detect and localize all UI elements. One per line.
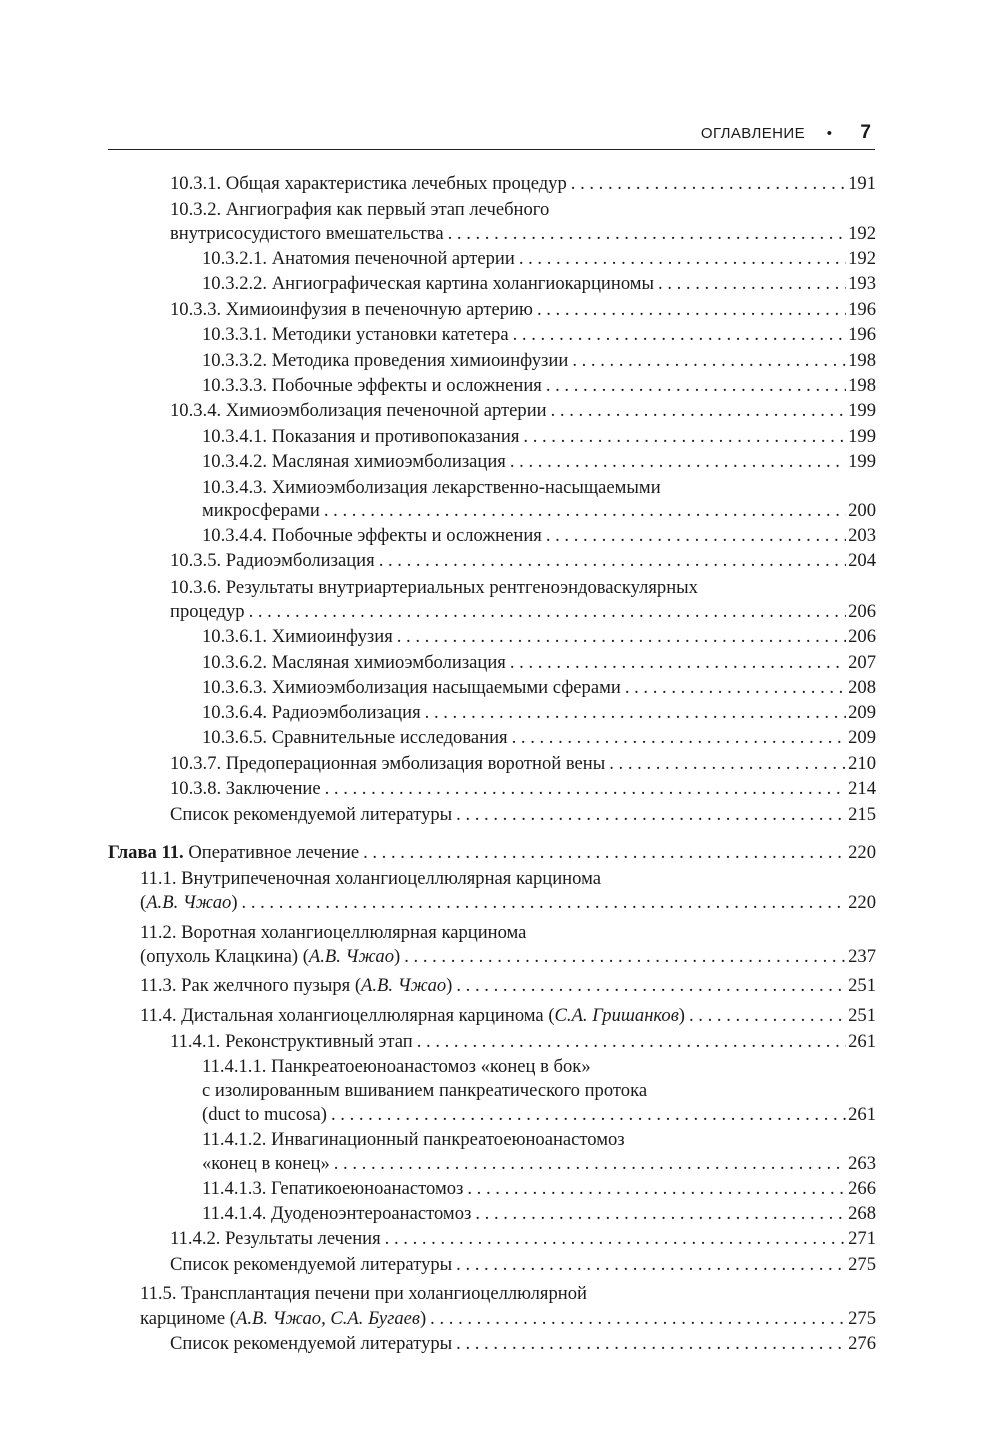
toc-entry-page: 261 — [848, 1104, 876, 1125]
toc-entry-title: 11.5. Трансплантация печени при холангиоцеллюлярной — [140, 1283, 587, 1304]
toc-entry-page: 208 — [848, 677, 876, 698]
toc-entry-page: 220 — [848, 892, 876, 913]
toc-entry-page: 275 — [848, 1254, 876, 1275]
toc-entry-page: 206 — [848, 626, 876, 647]
toc-entry-page: 220 — [848, 842, 876, 863]
toc-entry — [202, 498, 876, 523]
toc-leader — [421, 700, 846, 725]
toc-leader — [506, 650, 846, 675]
toc-entry-page: 276 — [848, 1333, 876, 1354]
toc-entry-title: 11.4.1.2. Инвагинационный панкреатоеюноанастомоз — [202, 1129, 625, 1150]
title-text: ( — [140, 892, 147, 913]
toc-leader — [452, 1252, 846, 1277]
toc-entry-page: 251 — [848, 975, 876, 996]
toc-entry-page: 275 — [848, 1308, 876, 1329]
toc-entry-title: 10.3.6. Результаты внутриартериальных рентгеноэндоваскулярных — [170, 577, 698, 598]
toc-leader — [621, 675, 846, 700]
toc-entry-title: 11.4.1.4. Дуоденоэнтероанастомоз — [202, 1203, 472, 1224]
toc-entry — [202, 1201, 876, 1226]
toc-entry-page: 207 — [848, 652, 876, 673]
toc-entry-page: 199 — [848, 400, 876, 421]
toc-entry-title: 10.3.4.2. Масляная химиоэмболизация — [202, 451, 506, 472]
toc-leader — [605, 751, 846, 776]
toc-entry-title: 10.3.6.2. Масляная химиоэмболизация — [202, 652, 506, 673]
toc-leader — [685, 1003, 846, 1028]
toc-entry — [170, 1331, 876, 1356]
toc-entry-title: 10.3.4.4. Побочные эффекты и осложнения — [202, 525, 542, 546]
toc-leader — [320, 498, 846, 523]
toc-leader — [238, 890, 847, 915]
toc-entry-title: микросферами — [202, 500, 320, 521]
toc-entry-title: 11.1. Внутрипеченочная холангиоцеллюлярная карцинома — [140, 868, 601, 889]
toc-leader — [506, 449, 846, 474]
toc-leader — [508, 725, 847, 750]
toc-entry-page: 200 — [848, 500, 876, 521]
toc-entry — [202, 675, 876, 700]
toc-leader — [452, 1331, 846, 1356]
title-text-end: ) — [419, 1308, 427, 1329]
title-text-end: ) — [394, 946, 401, 967]
toc-entry-page: 209 — [848, 702, 876, 723]
author: А.В. Чжао — [308, 946, 395, 967]
toc-entry — [170, 548, 876, 573]
toc-leader — [547, 398, 846, 423]
toc-leader — [393, 624, 846, 649]
toc-entry-title — [140, 1003, 685, 1028]
author: С.А. Гришанков — [554, 1005, 679, 1026]
toc-entry — [170, 575, 698, 600]
toc-entry-title — [140, 1306, 426, 1331]
toc-leader — [400, 944, 846, 969]
toc-entry — [202, 271, 876, 296]
toc-leader — [426, 1306, 846, 1331]
toc-leader — [463, 1176, 846, 1201]
toc-entry-page: 196 — [848, 324, 876, 345]
toc-entry-page: 251 — [848, 1005, 876, 1026]
toc-entry — [140, 944, 876, 969]
toc-entry-title: 10.3.3. Химиоинфузия в печеночную артерию — [170, 299, 533, 320]
toc-leader — [533, 297, 846, 322]
toc-entry-title: 11.4.1.1. Панкреатоеюноанастомоз «конец в бок» — [202, 1056, 591, 1077]
toc-entry-title: (duct to mucosa) — [202, 1104, 327, 1125]
toc-entry-page: 215 — [848, 804, 876, 825]
toc-entry — [170, 197, 549, 222]
toc-entry-page: 271 — [848, 1228, 876, 1249]
toc-entry-page: 191 — [848, 173, 876, 194]
toc-entry — [202, 424, 876, 449]
toc-entry-page: 206 — [848, 601, 876, 622]
toc-entry-page: 196 — [848, 299, 876, 320]
toc-entry-title: 10.3.6.5. Сравнительные исследования — [202, 727, 508, 748]
toc-entry — [170, 1252, 876, 1277]
toc-entry — [202, 1078, 647, 1103]
author: А.В. Чжао — [146, 892, 232, 913]
header-title: ОГЛАВЛЕНИЕ — [700, 125, 805, 142]
toc-entry-page: 263 — [848, 1153, 876, 1174]
toc-entry-title — [108, 840, 359, 865]
toc-leader — [471, 1201, 846, 1226]
toc-entry-page: 266 — [848, 1178, 876, 1199]
toc-entry — [202, 373, 876, 398]
toc-entry — [202, 246, 876, 271]
toc-leader — [542, 373, 846, 398]
toc-entry — [202, 1151, 876, 1176]
toc-entry-page: 193 — [848, 273, 876, 294]
toc-leader — [330, 1151, 846, 1176]
toc-leader — [452, 973, 846, 998]
toc-leader — [654, 271, 846, 296]
toc-entry — [170, 297, 876, 322]
toc-entry — [202, 650, 876, 675]
title-text: (опухоль Клацкина) ( — [140, 946, 309, 967]
toc-entry-page: 199 — [848, 426, 876, 447]
title-text: 11.3. Рак желчного пузыря ( — [140, 975, 362, 996]
toc-entry-title: Список рекомендуемой литературы — [170, 1333, 453, 1354]
toc-entry-title: 10.3.7. Предоперационная эмболизация воротной вены — [170, 753, 606, 774]
toc-leader — [567, 171, 846, 196]
toc-entry-page: 210 — [848, 753, 876, 774]
toc-entry — [202, 1054, 591, 1079]
toc-entry-title: 10.3.6.4. Радиоэмболизация — [202, 702, 421, 723]
toc-entry-page: 204 — [848, 550, 876, 571]
toc-entry — [202, 1127, 625, 1152]
toc-entry-title: 10.3.2. Ангиография как первый этап лечебного — [170, 199, 550, 220]
toc-entry-page: 192 — [848, 223, 876, 244]
toc-entry-title: 10.3.1. Общая характеристика лечебных процедур — [170, 173, 567, 194]
toc-entry — [202, 449, 876, 474]
toc-entry-title: 10.3.6.1. Химиоинфузия — [202, 626, 393, 647]
toc-entry-title: Список рекомендуемой литературы — [170, 804, 453, 825]
toc-leader — [381, 1226, 846, 1251]
toc-entry-title — [140, 944, 400, 969]
toc-entry — [170, 599, 876, 624]
toc-entry-page: 214 — [848, 778, 876, 799]
toc-entry — [170, 1029, 876, 1054]
toc-entry — [170, 802, 876, 827]
toc-entry-title: 10.3.6.3. Химиоэмболизация насыщаемыми сферами — [202, 677, 621, 698]
header-bullet: • — [826, 125, 832, 142]
toc-entry-title: 11.4.1.3. Гепатикоеюноанастомоз — [202, 1178, 464, 1199]
toc-entry — [140, 1306, 876, 1331]
toc-entry-title: 10.3.3.2. Методика проведения химиоинфузии — [202, 350, 569, 371]
toc-entry — [140, 920, 526, 945]
toc-entry-title: 10.3.4. Химиоэмболизация печеночной артерии — [170, 400, 547, 421]
toc-entry-title: 10.3.2.2. Ангиографическая картина холангиокарциномы — [202, 273, 655, 294]
page-number: 7 — [860, 122, 871, 143]
toc-entry-title — [140, 890, 238, 915]
toc-entry-page: 261 — [848, 1031, 876, 1052]
toc-entry-title: 10.3.4.1. Показания и противопоказания — [202, 426, 520, 447]
toc-entry — [170, 1226, 876, 1251]
toc-entry — [202, 1176, 876, 1201]
chapter-title: Оперативное лечение — [183, 842, 360, 863]
toc-entry-page: 237 — [848, 946, 876, 967]
toc-entry-page: 198 — [848, 350, 876, 371]
toc-entry — [202, 725, 876, 750]
toc-entry — [202, 700, 876, 725]
toc-leader — [519, 424, 846, 449]
toc-entry — [202, 475, 661, 500]
toc-entry — [140, 1003, 876, 1028]
toc-entry — [170, 171, 876, 196]
toc-entry-title: 11.2. Воротная холангиоцеллюлярная карцинома — [140, 922, 527, 943]
toc-leader — [375, 548, 846, 573]
toc-entry-title: 10.3.3.1. Методики установки катетера — [202, 324, 509, 345]
toc-leader — [413, 1029, 846, 1054]
toc-leader — [359, 840, 846, 865]
toc-entry-title: 11.4.2. Результаты лечения — [170, 1228, 381, 1249]
toc-entry — [202, 1102, 876, 1127]
toc-entry — [170, 776, 876, 801]
toc-entry — [170, 221, 876, 246]
toc-entry-title: 10.3.2.1. Анатомия печеночной артерии — [202, 248, 515, 269]
toc-entry — [170, 751, 876, 776]
toc-leader — [321, 776, 847, 801]
toc-entry — [202, 523, 876, 548]
chapter-label: Глава 11. — [108, 842, 184, 863]
toc-leader — [245, 599, 847, 624]
toc-entry — [140, 866, 601, 891]
toc-entry — [140, 890, 876, 915]
toc-entry — [140, 973, 876, 998]
toc-entry-title: с изолированным вшиванием панкреатического протока — [202, 1080, 648, 1101]
toc-entry — [202, 348, 876, 373]
author: А.В. Чжао — [361, 975, 447, 996]
title-text: 11.4. Дистальная холангиоцеллюлярная карцинома ( — [140, 1005, 555, 1026]
toc-entry — [202, 322, 876, 347]
toc-entry-title: Список рекомендуемой литературы — [170, 1254, 453, 1275]
toc-entry-title — [140, 973, 452, 998]
author: А.В. Чжао, С.А. Бугаев — [235, 1308, 420, 1329]
toc-leader — [568, 348, 846, 373]
running-header — [108, 123, 875, 150]
toc-entry-page: 198 — [848, 375, 876, 396]
toc-entry-title: процедур — [170, 601, 245, 622]
toc-entry — [140, 1281, 587, 1306]
toc-leader — [509, 322, 847, 347]
toc-entry — [170, 398, 876, 423]
title-text-end: ) — [446, 975, 453, 996]
toc-entry-page: 192 — [848, 248, 876, 269]
toc-entry-page: 209 — [848, 727, 876, 748]
toc-entry-title: 10.3.3.3. Побочные эффекты и осложнения — [202, 375, 542, 396]
toc-entry-title: «конец в конец» — [202, 1153, 330, 1174]
toc-leader — [327, 1102, 846, 1127]
toc-leader — [542, 523, 846, 548]
toc-entry-title: 11.4.1. Реконструктивный этап — [170, 1031, 413, 1052]
toc-entry-page: 203 — [848, 525, 876, 546]
title-text: карциноме ( — [140, 1308, 236, 1329]
toc-entry — [202, 624, 876, 649]
toc-entry-title: 10.3.8. Заключение — [170, 778, 321, 799]
chapter-entry — [108, 840, 876, 865]
toc-leader — [452, 802, 846, 827]
toc-leader — [515, 246, 846, 271]
title-text-end: ) — [231, 892, 238, 913]
toc-leader — [444, 221, 847, 246]
toc-entry-page: 199 — [848, 451, 876, 472]
title-text-end: ) — [678, 1005, 685, 1026]
toc-entry-title: 10.3.5. Радиоэмболизация — [170, 550, 375, 571]
toc-entry-title: 10.3.4.3. Химиоэмболизация лекарственно-насыщаемыми — [202, 477, 661, 498]
toc-entry-title: внутрисосудистого вмешательства — [170, 223, 444, 244]
toc-entry-page: 268 — [848, 1203, 876, 1224]
